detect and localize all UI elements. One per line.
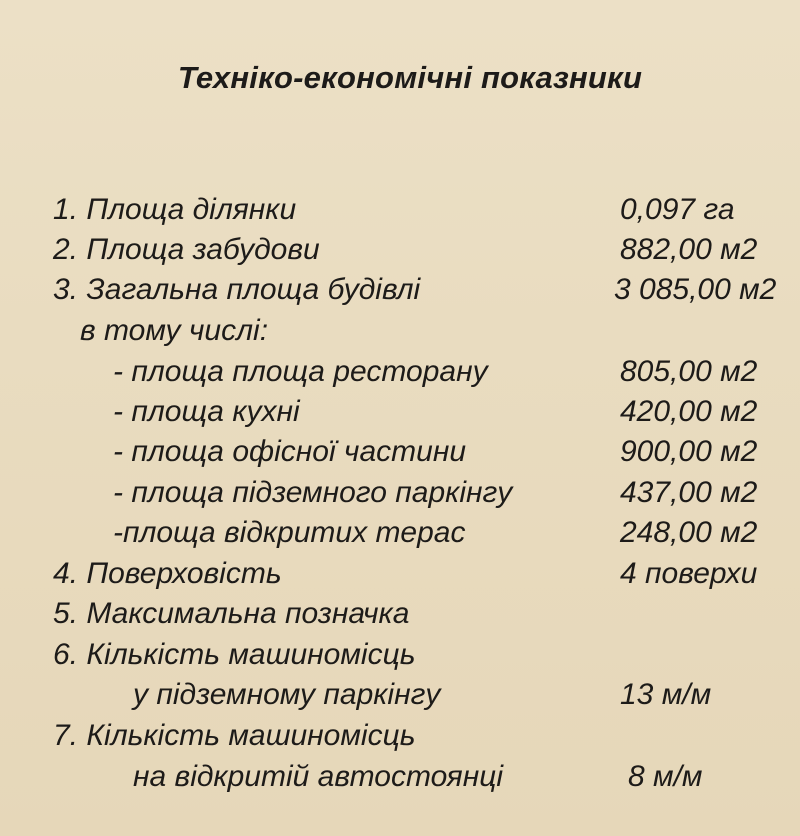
indicator-label: 4. Поверховість xyxy=(53,557,282,590)
indicator-row xyxy=(0,476,800,516)
indicator-label: на відкритій автостоянці xyxy=(133,760,504,793)
indicator-value: 8 м/м xyxy=(628,760,703,793)
indicator-value: 437,00 м2 xyxy=(620,476,758,509)
indicator-value: 3 085,00 м2 xyxy=(614,273,777,306)
indicator-label: 7. Кількість машиномісць xyxy=(53,719,416,752)
indicator-row xyxy=(0,435,800,475)
indicator-label: -площа відкритих терас xyxy=(113,516,466,549)
indicator-label: - площа площа ресторану xyxy=(113,355,488,388)
indicator-value: 13 м/м xyxy=(620,678,712,711)
indicator-label: - площа офісної частини xyxy=(113,435,467,468)
indicator-value: 4 поверхи xyxy=(620,557,758,590)
indicator-row xyxy=(0,597,800,637)
indicator-value: 900,00 м2 xyxy=(620,435,758,468)
indicator-label: - площа кухні xyxy=(113,395,300,428)
indicator-row xyxy=(0,760,800,800)
indicator-label: 5. Максимальна позначка xyxy=(53,597,410,630)
indicator-row xyxy=(0,395,800,435)
indicator-row xyxy=(0,233,800,273)
indicator-label: 3. Загальна площа будівлі xyxy=(53,273,421,306)
indicator-row xyxy=(0,516,800,556)
indicator-row xyxy=(0,678,800,718)
indicator-label: в тому числі: xyxy=(80,314,269,347)
indicator-value: 420,00 м2 xyxy=(620,395,758,428)
indicator-label: - площа підземного паркінгу xyxy=(113,476,513,509)
indicator-row xyxy=(0,193,800,233)
indicator-label: 2. Площа забудови xyxy=(53,233,320,266)
indicator-value: 882,00 м2 xyxy=(620,233,758,266)
indicator-label: у підземному паркінгу xyxy=(133,678,441,711)
indicator-value: 0,097 га xyxy=(620,193,735,226)
indicator-value: 805,00 м2 xyxy=(620,355,758,388)
indicator-value: 248,00 м2 xyxy=(620,516,758,549)
indicator-row xyxy=(0,719,800,759)
indicator-row xyxy=(0,557,800,597)
indicator-label: 1. Площа ділянки xyxy=(53,193,297,226)
indicator-label: 6. Кількість машиномісць xyxy=(53,638,416,671)
indicator-row xyxy=(0,314,800,354)
indicator-row xyxy=(0,273,800,313)
page-title: Техніко-економічні показники xyxy=(177,60,643,95)
indicator-row xyxy=(0,638,800,678)
indicator-row xyxy=(0,355,800,395)
